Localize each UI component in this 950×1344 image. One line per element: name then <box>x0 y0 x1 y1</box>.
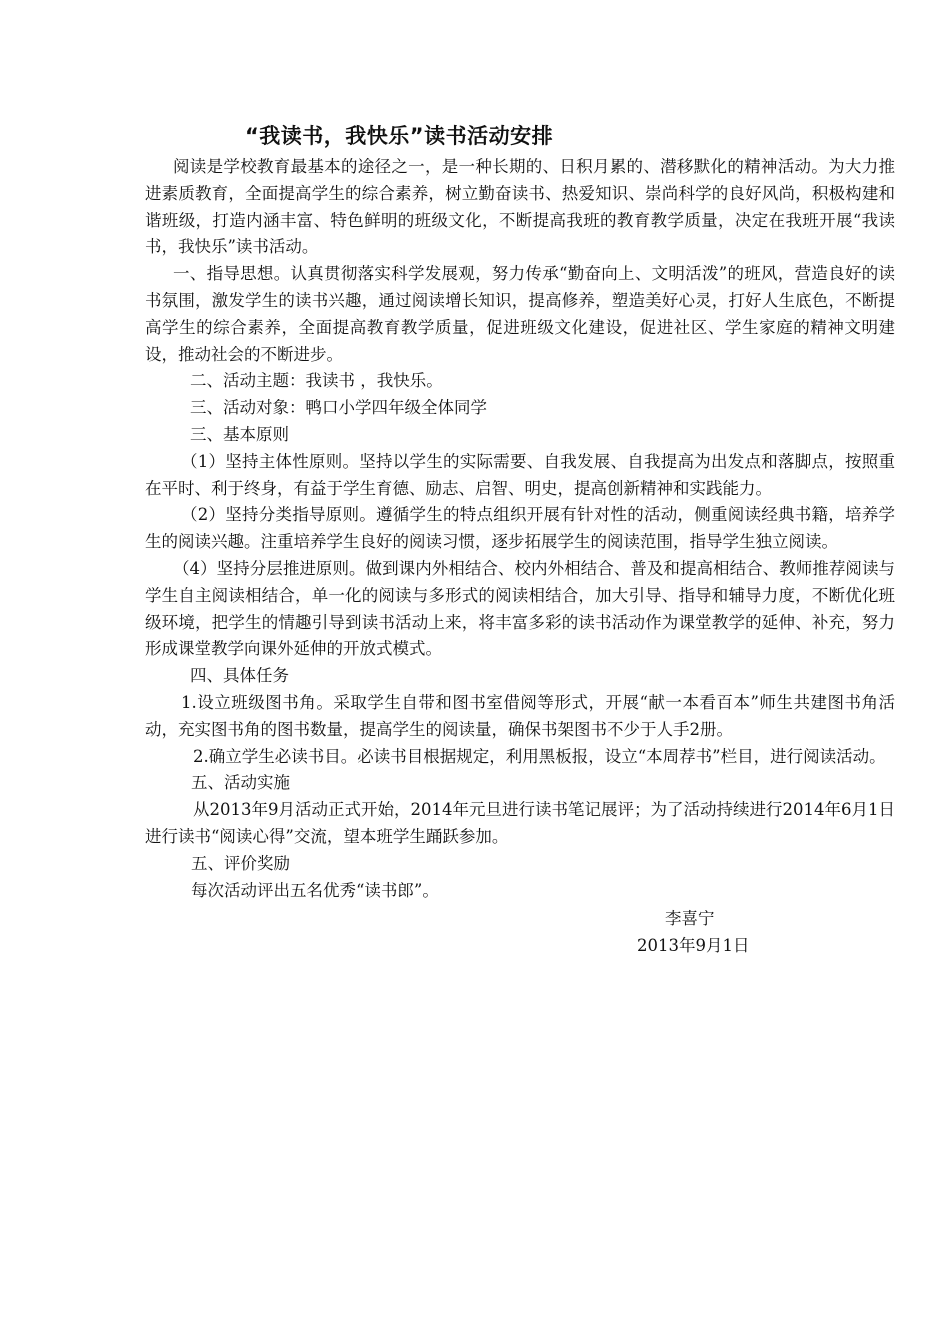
signature-name: 李喜宁 <box>665 909 715 929</box>
principle-1-paragraph: （1）坚持主体性原则。坚持以学生的实际需要、自我发展、自我提高为出发点和落脚点，按照重在平时、利于终身，有益于学生育德、励志、启智、明史，提高创新精神和实践能力。 <box>145 451 895 498</box>
task-2-paragraph: 2.确立学生必读书目。必读书目根据规定，利用黑板报，设立“本周荐书”栏目，进行阅读活动。 <box>193 746 886 766</box>
document-title: “我读书，我快乐”读书活动安排 <box>245 124 554 148</box>
implementation-heading: 五、活动实施 <box>191 773 290 793</box>
evaluation-heading: 五、评价奖励 <box>191 853 290 873</box>
award-paragraph: 每次活动评出五名优秀“读书郎”。 <box>191 880 439 900</box>
task-1-paragraph: 1.设立班级图书角。采取学生自带和图书室借阅等形式，开展“献一本看百本”师生共建图书角活动，充实图书角的图书数量，提高学生的阅读量，确保书架图书不少于人手2册。 <box>145 692 895 739</box>
principle-4-paragraph: （4）坚持分层推进原则。做到课内外相结合、校内外相结合、普及和提高相结合、教师推荐阅读与学生自主阅读相结合，单一化的阅读与多形式的阅读相结合，加大引导、指导和辅导力度，不断优化班级环境，把学生的情趣引导到读书活动上来，将丰富多彩的读书活动作为课堂教学的延伸、补充，努力形成课堂教学向课外延伸的开放式模式。 <box>145 558 895 659</box>
activity-target-heading: 三、活动对象：鸭口小学四年级全体同学 <box>190 398 487 418</box>
implementation-paragraph: 从2013年9月活动正式开始，2014年元旦进行读书笔记展评；为了活动持续进行2014年6月1日进行读书“阅读心得”交流，望本班学生踊跃参加。 <box>145 800 895 846</box>
activity-theme-heading: 二、活动主题：我读书 ，我快乐。 <box>190 371 443 391</box>
specific-tasks-heading: 四、具体任务 <box>190 666 289 686</box>
document-body <box>145 120 895 960</box>
principle-2-paragraph: （2）坚持分类指导原则。遵循学生的特点组织开展有针对性的活动，侧重阅读经典书籍，培养学生的阅读兴趣。注重培养学生良好的阅读习惯，逐步拓展学生的阅读范围，指导学生独立阅读。 <box>145 505 895 552</box>
intro-paragraph: 阅读是学校教育最基本的途径之一，是一种长期的、日积月累的、潜移默化的精神活动。为大力推进素质教育，全面提高学生的综合素养，树立勤奋读书、热爱知识、崇尚科学的良好风尚，积极构建和谐班级，打造内涵丰富、特色鲜明的班级文化，不断提高我班的教育教学质量，决定在我班开展“我读书，我快乐”读书活动。 <box>145 157 895 257</box>
guiding-thought-paragraph: 一、指导思想。认真贯彻落实科学发展观，努力传承“勤奋向上、文明活泼”的班风，营造良好的读书氛围，激发学生的读书兴趣，通过阅读增长知识，提高修养，塑造美好心灵，打好人生底色，不断提高学生的综合素养，全面提高教育教学质量，促进班级文化建设，促进社区、学生家庭的精神文明建设，推动社会的不断进步。 <box>145 264 895 364</box>
basic-principles-heading: 三、基本原则 <box>190 424 289 444</box>
signature-date: 2013年9月1日 <box>637 936 750 956</box>
